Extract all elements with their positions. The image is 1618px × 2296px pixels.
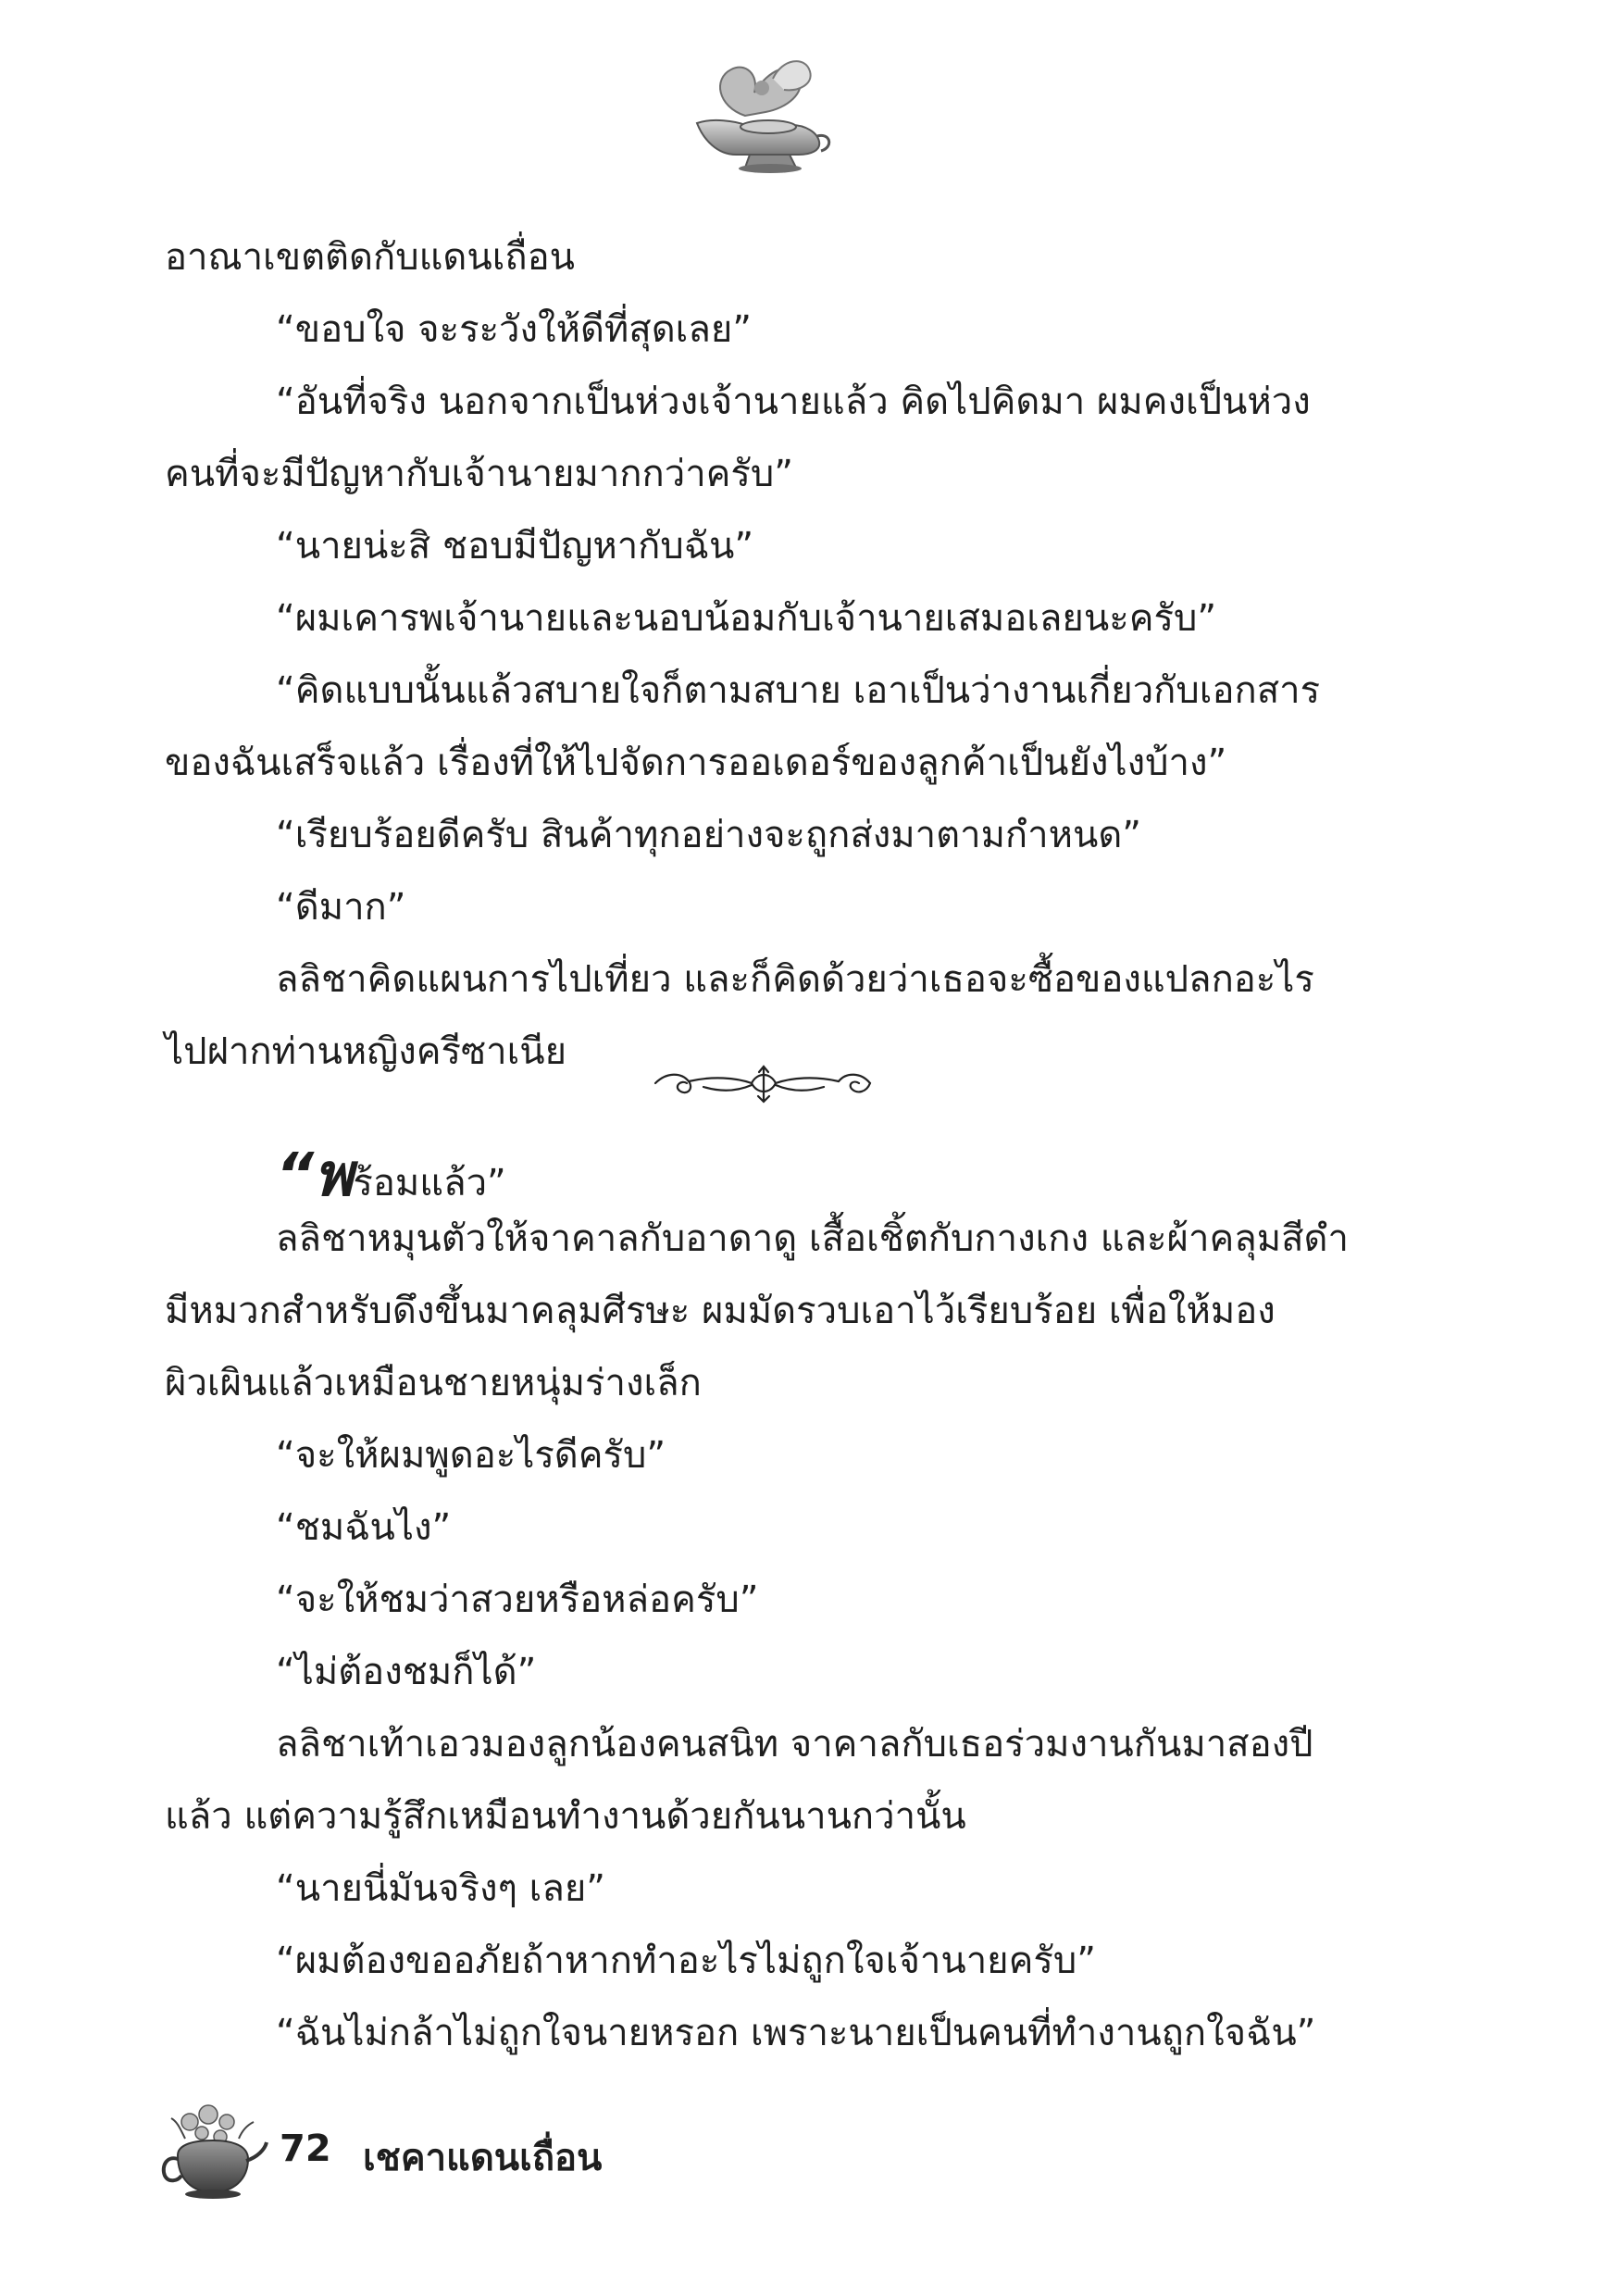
genie-lamp-icon <box>680 51 838 176</box>
text-line: ไปฝากท่านหญิงครีซาเนีย <box>165 1030 567 1073</box>
text-line: “ฉันไม่กล้าไม่ถูกใจนายหรอก เพราะนายเป็นคนที่ทำงานถูกใจฉัน” <box>276 2012 1316 2054</box>
text-line: ของฉันเสร็จแล้ว เรื่องที่ให้ไปจัดการออเดอร์ของลูกค้าเป็นยังไงบ้าง” <box>165 742 1227 784</box>
text-line: “เรียบร้อยดีครับ สินค้าทุกอย่างจะถูกส่งมาตามกำหนด” <box>276 814 1142 856</box>
teapot-with-flowers-icon <box>157 2102 268 2203</box>
text-line: “จะให้ผมพูดอะไรดีครับ” <box>276 1434 666 1477</box>
text-line: แล้ว แต่ความรู้สึกเหมือนทำงานด้วยกันนานกว่านั้น <box>165 1795 966 1838</box>
drop-cap: “พ <box>276 1142 354 1210</box>
text-line: “อันที่จริง นอกจากเป็นห่วงเจ้านายแล้ว คิดไปคิดมา ผมคงเป็นห่วง <box>276 381 1311 423</box>
text-line: “นายน่ะสิ ชอบมีปัญหากับฉัน” <box>276 525 754 568</box>
text-line: มีหมวกสำหรับดึงขึ้นมาคลุมศีรษะ ผมมัดรวบเอาไว้เรียบร้อย เพื่อให้มอง <box>165 1290 1276 1332</box>
book-title: เชคาแดนเถื่อน <box>363 2137 603 2179</box>
text-line: “ไม่ต้องชมก็ได้” <box>276 1651 537 1693</box>
text-line: ลลิชาคิดแผนการไปเที่ยว และก็คิดด้วยว่าเธอจะซื้อของแปลกอะไร <box>276 958 1314 1001</box>
text-line: อาณาเขตติดกับแดนเถื่อน <box>165 236 575 279</box>
text-line: คนที่จะมีปัญหากับเจ้านายมากกว่าครับ” <box>165 453 794 495</box>
page-number: 72 <box>280 2128 331 2170</box>
text-line: “คิดแบบนั้นแล้วสบายใจก็ตามสบาย เอาเป็นว่างานเกี่ยวกับเอกสาร <box>276 669 1321 712</box>
text-line: “ชมฉันไง” <box>276 1506 452 1549</box>
page-footer <box>157 2102 898 2203</box>
text-line: “จะให้ชมว่าสวยหรือหล่อครับ” <box>276 1578 759 1621</box>
text-line: “ผมเคารพเจ้านายและนอบน้อมกับเจ้านายเสมอเลยนะครับ” <box>276 597 1217 640</box>
text-line: ลลิชาหมุนตัวให้จาคาลกับอาดาดู เสื้อเชิ้ตกับกางเกง และผ้าคลุมสีดำ <box>276 1217 1349 1260</box>
text-line: “ดีมาก” <box>276 886 406 929</box>
text-line: “ผมต้องขออภัยถ้าหากทำอะไรไม่ถูกใจเจ้านายครับ” <box>276 1940 1096 1982</box>
text-line: “ขอบใจ จะระวังให้ดีที่สุดเลย” <box>276 308 753 351</box>
text-line: ลลิชาเท้าเอวมองลูกน้องคนสนิท จาคาลกับเธอร่วมงานกันมาสองปี <box>276 1723 1313 1766</box>
text-line: ผิวเผินแล้วเหมือนชายหนุ่มร่างเล็ก <box>165 1362 702 1404</box>
scroll-flourish-divider <box>648 1055 879 1109</box>
text-line: “นายนี่มันจริงๆ เลย” <box>276 1867 606 1910</box>
opening-text: ร้อมแล้ว” <box>353 1162 506 1204</box>
section-opening-line <box>276 1139 506 1213</box>
